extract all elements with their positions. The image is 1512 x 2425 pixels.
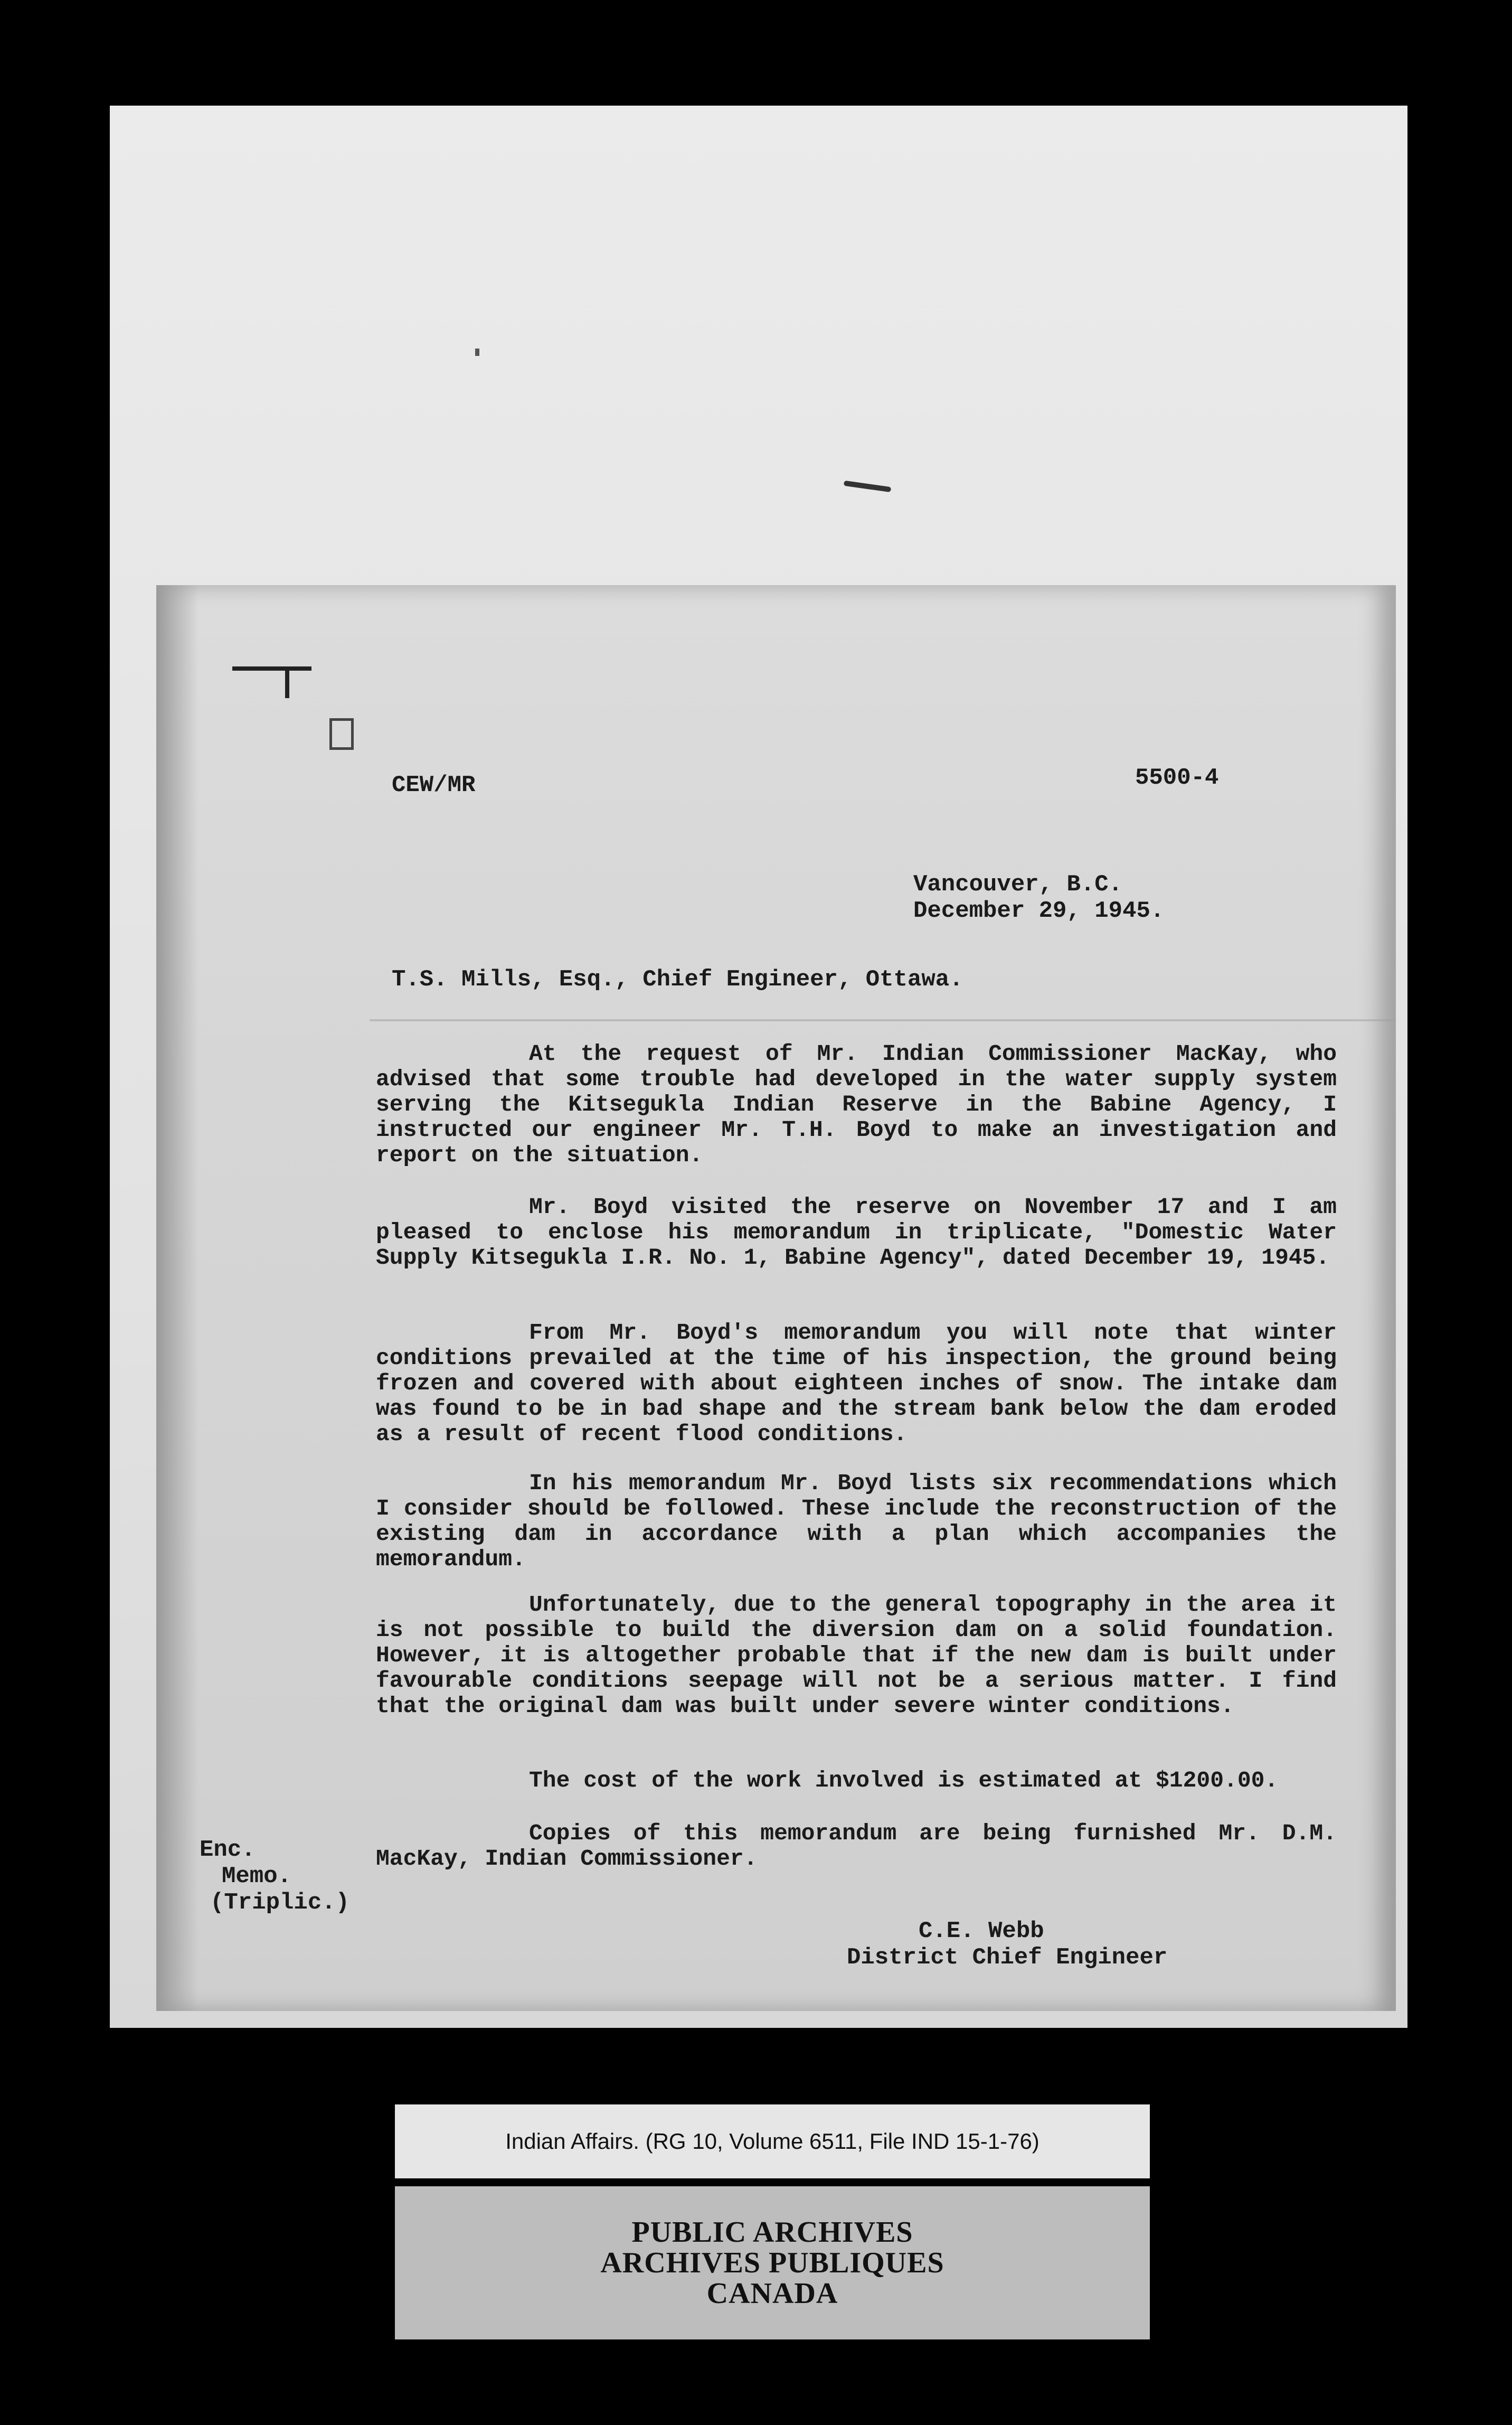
letter-paragraph: In his memorandum Mr. Boyd lists six recommendations which I consider should be followed. These include the reconstruction of the existing dam in accordance with a plan which accompanies the memorandum. bbox=[376, 1470, 1337, 1572]
letter-paragraph: Mr. Boyd visited the reserve on November 17 and I am pleased to enclose his memorandum in triplicate, "Domestic Water Supply Kitsegukla I.R. No. 1, Babine Agency", dated December 19, 1945. bbox=[376, 1194, 1337, 1271]
letter-date: December 29, 1945. bbox=[913, 898, 1165, 924]
letter-sheet bbox=[156, 585, 1396, 2011]
sheet-fold-shadow bbox=[156, 585, 199, 2011]
signature-name: C.E. Webb bbox=[919, 1918, 1044, 1944]
archive-stamp-line: CANADA bbox=[706, 2277, 838, 2310]
signature-title: District Chief Engineer bbox=[847, 1944, 1168, 1971]
dot-mark bbox=[475, 349, 479, 356]
sheet-crease bbox=[370, 1019, 1396, 1021]
enclosure-note: (Triplic.) bbox=[210, 1890, 350, 1916]
letter-place: Vancouver, B.C. bbox=[913, 871, 1123, 898]
reference-code: CEW/MR bbox=[392, 772, 476, 798]
box-mark bbox=[329, 718, 354, 750]
tack-mark-stem bbox=[285, 666, 289, 698]
letter-paragraph: At the request of Mr. Indian Commissioner MacKay, who advised that some trouble had developed in the water supply system serving the Kitsegukla Indian Reserve in the Babine Agency, I instructed our engineer Mr. T.H. Boyd to make an investigation and report on the situation. bbox=[376, 1041, 1337, 1168]
enclosure-note: Enc. bbox=[200, 1837, 256, 1863]
enclosure-note: Memo. bbox=[222, 1863, 292, 1890]
letter-paragraph: Copies of this memorandum are being furnished Mr. D.M. MacKay, Indian Commissioner. bbox=[376, 1820, 1337, 1872]
archive-stamp-line: ARCHIVES PUBLIQUES bbox=[600, 2247, 944, 2279]
tack-mark bbox=[232, 666, 311, 671]
archive-stamp bbox=[395, 2186, 1150, 2339]
letter-paragraph: The cost of the work involved is estimated at $1200.00. bbox=[529, 1768, 1279, 1793]
letter-paragraph: Unfortunately, due to the general topography in the area it is not possible to build the diversion dam on a solid foundation. However, it is altogether probable that if the new dam is built under favourable conditions seepage will not be a serious matter. I find that the original dam was built under severe winter conditions. bbox=[376, 1592, 1337, 1719]
archive-reference-text: Indian Affairs. (RG 10, Volume 6511, File IND 15-1-76) bbox=[505, 2129, 1040, 2154]
file-number: 5500-4 bbox=[1135, 765, 1219, 791]
letter-paragraph: From Mr. Boyd's memorandum you will note that winter conditions prevailed at the time of his inspection, the ground being frozen and covered with about eighteen inches of snow. The intake dam was found to be in bad shape and the stream bank below the dam eroded as a result of recent flood conditions. bbox=[376, 1320, 1337, 1447]
archive-reference-label bbox=[395, 2104, 1150, 2178]
archive-stamp-line: PUBLIC ARCHIVES bbox=[631, 2216, 913, 2249]
addressee: T.S. Mills, Esq., Chief Engineer, Ottawa. bbox=[392, 966, 963, 993]
